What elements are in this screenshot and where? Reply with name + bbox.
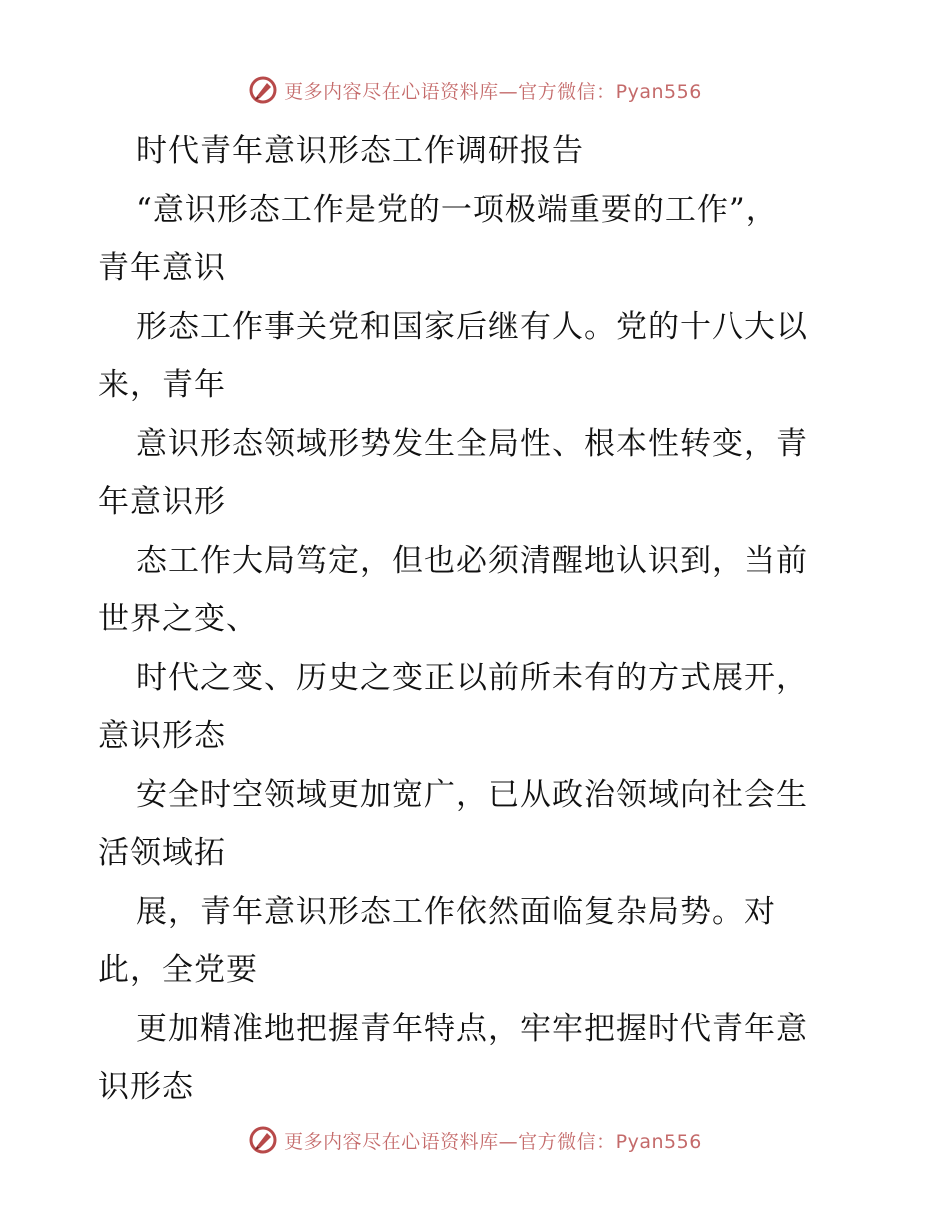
paragraph-line: 形态工作事关党和国家后继有人。党的十八大以 <box>136 308 808 345</box>
watermark-text: 更多内容尽在心语资料库—官方微信：Pyan556 <box>284 80 702 103</box>
paragraph-line: 更加精准地把握青年特点，牢牢把握时代青年意 <box>136 1010 808 1047</box>
pen-nib-circle-icon <box>248 75 278 105</box>
paragraph-line: 展，青年意识形态工作依然面临复杂局势。对 <box>136 893 776 930</box>
paragraph-line: 世界之变、 <box>98 601 258 637</box>
paragraph-line: 时代之变、历史之变正以前所未有的方式展开， <box>136 659 808 696</box>
pen-nib-circle-icon <box>248 1125 278 1155</box>
paragraph-line: 来，青年 <box>98 367 226 403</box>
paragraph-line: “意识形态工作是党的一项极端重要的工作”， <box>136 191 778 228</box>
paragraph-line: 安全时空领域更加宽广，已从政治领域向社会生 <box>136 776 808 813</box>
paragraph-line: 识形态 <box>98 1069 194 1105</box>
paragraph-line: 年意识形 <box>98 484 226 520</box>
document-title: 时代青年意识形态工作调研报告 <box>136 133 584 169</box>
document-body <box>98 122 858 1117</box>
paragraph-line: 青年意识 <box>98 250 226 286</box>
paragraph-line: 意识形态领域形势发生全局性、根本性转变，青 <box>136 425 808 462</box>
paragraph-line: 态工作大局笃定，但也必须清醒地认识到，当前 <box>136 542 808 579</box>
paragraph-line: 意识形态 <box>98 718 226 754</box>
watermark-text: 更多内容尽在心语资料库—官方微信：Pyan556 <box>284 1130 702 1153</box>
paragraph-line: 此，全党要 <box>98 952 258 988</box>
header-watermark <box>0 70 950 110</box>
footer-watermark <box>0 1120 950 1160</box>
paragraph-line: 活领域拓 <box>98 835 226 871</box>
